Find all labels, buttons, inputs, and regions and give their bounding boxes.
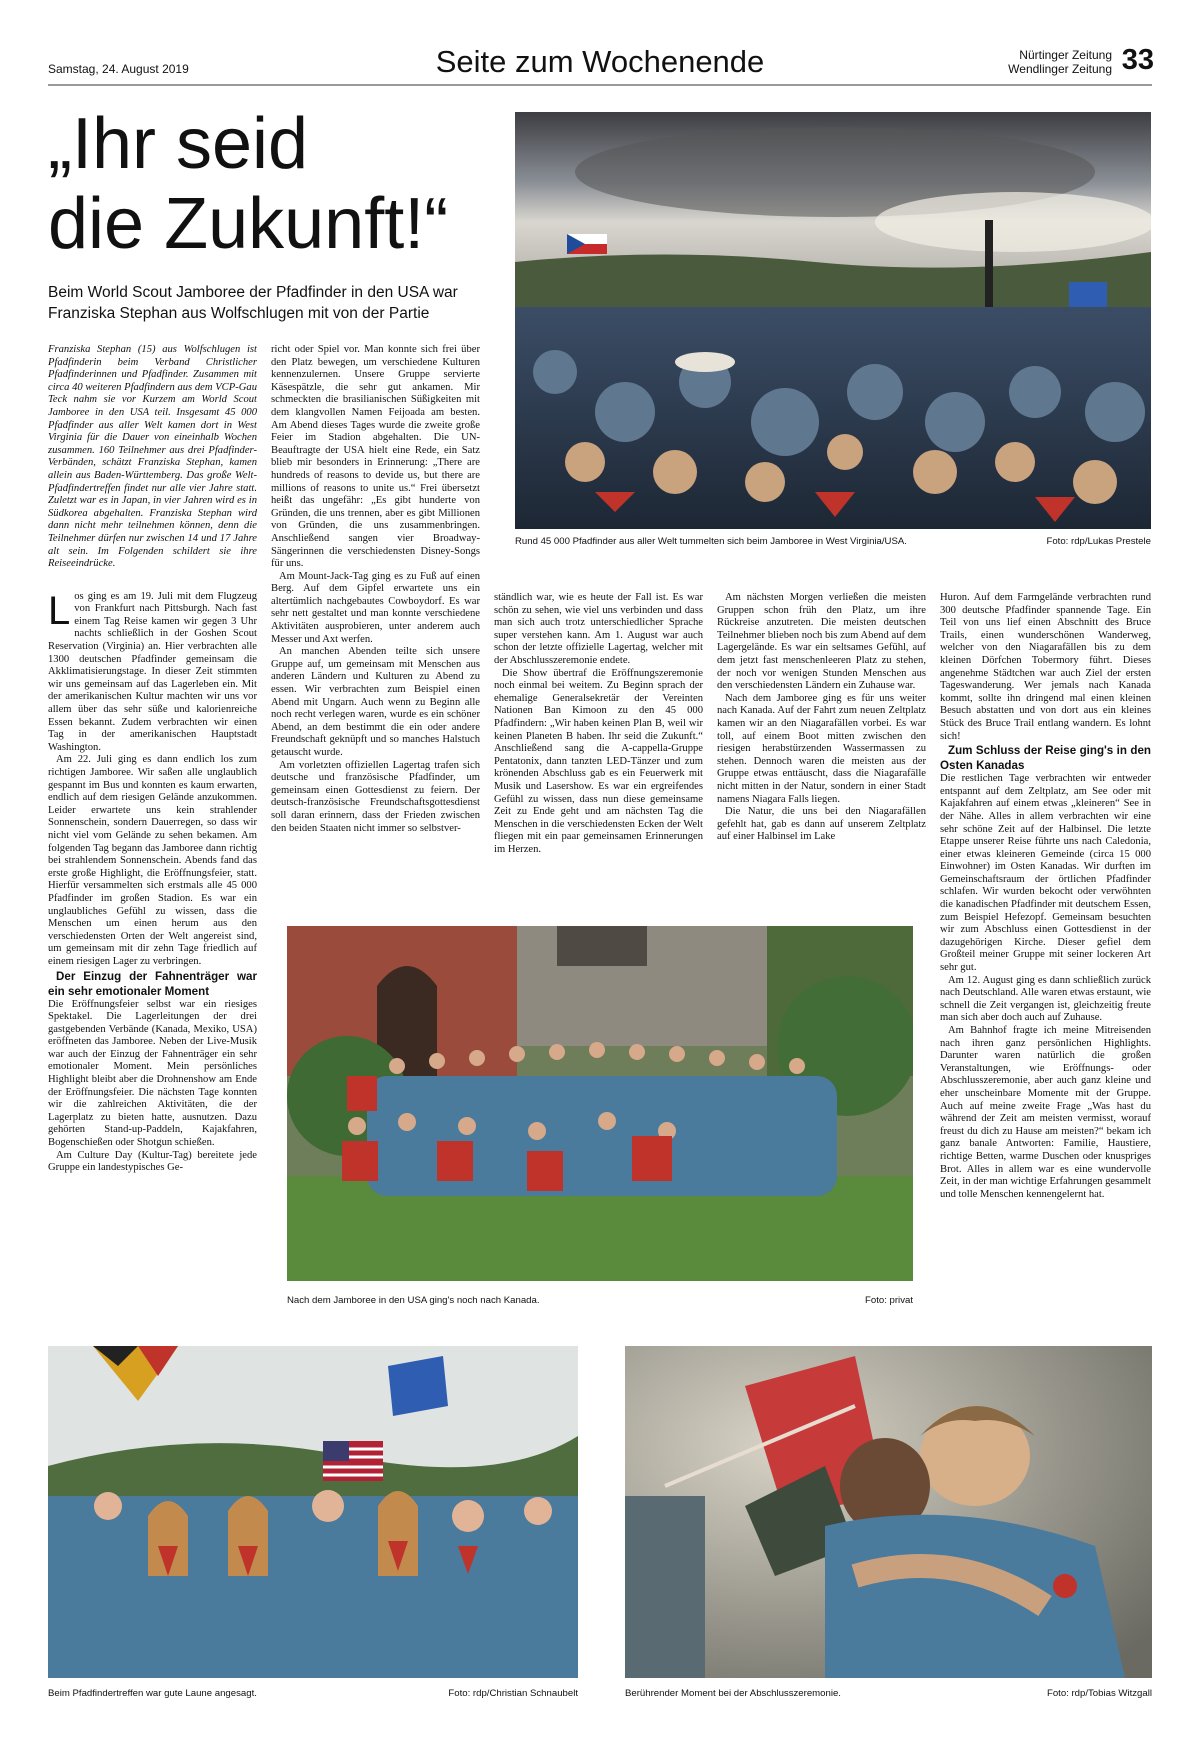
article-paragraph: richt oder Spiel vor. Man konnte sich frei über den Platz bewegen, um verschiedene Kulturen kennenzulernen. Unsere Gruppe servierte Käsespätzle, die sehr gut ankamen. Mir schmeckten die brasilianischen Süßigkeiten mit dem klangvollen Namen Feijoada am besten. Am Abend dieses Tages wurde die zweite große Feier im Stadion abgehalten. Die UN-Beauftragte der USA hielt eine Rede, ein Satz blieb mir besonders in Erinnerung: „There are hundreds of reasons to devide us, but there are millions of reasons to unite us.“ Frei übersetzt heißt das ungefähr: „Es gibt hunderte von Gründen, die uns trennen, aber es gibt Millionen von Gründen, die uns zusammenbringen. Anschließend sangen vier Broadway-Sängerinnen die verschiedensten Disney-Songs für uns. [271,344,480,570]
article-paragraph: Am Bahnhof fragte ich meine Mitreisenden nach ihren ganz persönlichen Highlights. Darunter waren natürlich die großen Veranstaltungen, wie Eröffnungs- oder Abschlusszeremonie, aber auch ganz kleine und eher unscheinbare Momente mit der Gruppe. Auch auf meine zweite Frage „Was hast du während der Zeit am meisten vermisst, worauf freust du dich zu Hause am meisten?“ bekam ich ganz banale Antworten: Familie, Haustiere, richtige Betten, warme Duschen oder knuspriges Brot. Alles in allem war es eine wundervolle Zeit, in der man wichtige Erfahrungen gesammelt und tolle Menschen kennengelernt hat. [940,1025,1151,1200]
article-paragraph: Die Eröffnungsfeier selbst war ein riesiges Spektakel. Die Lagerleitungen der drei gastgebenden Verbände (Kanada, Mexiko, USA) eröffneten das Jamboree. Neben der Live-Musik war auch der Einzug der Fahnenträger ein sehr emotionaler Moment. Mein persönliches Highlight bleibt aber die Drohnenshow am Ende der Eröffnungsfeier. Die nächsten Tage konnten wir die zahlreichen Aktivitäten, die der Lagerplatz zu bieten hatte, ausnutzen. Dazu gehörten Stand-up-Paddeln, Kajakfahren, Bogenschießen oder Shotgun schießen. [48,998,257,1149]
article-column-2 [271,344,480,889]
drop-cap: L [48,588,71,633]
article-column-3 [494,592,703,889]
article-paragraph: Am Culture Day (Kultur-Tag) bereitete jede Gruppe ein landestypisches Ge- [48,1149,257,1174]
page-number: 33 [1121,44,1154,76]
photo4-caption: Berührender Moment bei der Abschlusszeremonie. [625,1688,841,1699]
headline-line-1: „Ihr seid [48,104,309,184]
intro-text: Franziska Stephan (15) aus Wolfschlugen ist Pfadfinderin beim Verband Christlicher Pfadfinderinnen und Pfadfinder. Zusammen mit circa 40 weiteren Pfadfindern aus dem VCP-Gau Teck nahm sie vor Kurzem am World Scout Jamboree in den USA teil. Insgesamt 45 000 Pfadfinder aus aller Welt kamen dort in West Virginia für die Dauer von eineinhalb Wochen zusammen. 160 Teilnehmer aus drei Pfadfinder-Verbänden, schätzt Franziska Stephan, kamen allein aus Baden-Württemberg. Das große Welt-Pfadfindertreffen findet nur alle vier Jahre statt. Zuletzt war es in Japan, in vier Jahren wird es in Südkorea abgehalten. Franziska Stephan wird dann nicht mehr teilnehmen können, denn die Teilnehmer dürfen nur zwischen 14 und 17 Jahre alt sein. Im Folgenden schildert sie ihre Reiseeindrücke. [48,344,257,570]
article-paragraph: Am nächsten Morgen verließen die meisten Gruppen schon früh den Platz, um ihre Rückreise anzutreten. Die meisten deutschen Teilnehmer blieben noch bis zum Abend auf dem Lagergelände. Es war ein seltsames Gefühl, auf dem jetzt fast menschenleeren Platz zu stehen, der noch vor wenigen Stunden Menschen aus den verschiedensten Ländern ein Zuhause war. [717,592,926,692]
photo2-caption: Nach dem Jamboree in den USA ging's noch nach Kanada. [287,1295,540,1306]
photo-jamboree-crowd [515,112,1151,529]
subheadline: Beim World Scout Jamboree der Pfadfinder in den USA war Franziska Stephan aus Wolfschlugen mit von der Partie [48,284,458,322]
headline [48,104,468,264]
photo2-credit: Foto: privat [865,1295,913,1306]
article-paragraph: ständlich war, wie es heute der Fall ist. Es war schön zu sehen, wie viel uns verbinden und dass man sich auch trotz unterschiedlicher Sprache super verstehen kann. Am 1. August war auch schon der letzte offizielle Lagertag, welcher mit der Abschlusszeremonie endete. [494,592,703,666]
article-paragraph: Die restlichen Tage verbrachten wir entweder entspannt auf dem Zeltplatz, am See oder mit Kajakfahren auf einem etwas „kleineren“ See in der Nähe. Alles in allem verbrachten wir eine sehr schöne Zeit auf der Halbinsel. Die letzte Etappe unserer Reise führte uns nach Caledonia, einer etwas kleineren Gemeinde (circa 15 000 Einwohner) im Osten Kanadas. Wir durften im Gemeinschaftsraum der örtlichen Pfadfinder schlafen. Wir wurden bekocht oder verwöhnten die kanadischen Pfadfinder mit deutschem Essen, zum Beispiel Hefezopf. Gemeinsam besuchten wir zum Abschluss einen Gottesdienst in der dazugehörigen Kirche. Dieser gefiel dem Großteil meiner Gruppe mit seiner lockeren Art sehr gut. [940,773,1151,974]
article-paragraph: Los ging es am 19. Juli mit dem Flugzeug von Frankfurt nach Pittsburgh. Nach fast einem Tag Reise kamen wir gegen 3 Uhr nachts schließlich in der Goshen Scout Reservation (Virginia) an. Hier verbrachten alle 1300 deutschen Pfadfinder gemeinsam die Akklimatisierungstage. In dieser Zeit stimmten wir uns gemeinsam auf das Lagerleben ein. Mit der amerikanischen Kultur machten wir uns vor allem über das sehr süße und kalorienreiche Essen bekannt. Zudem verbrachten wir einen Tag in der amerikanischen Hauptstadt Washington. [48,588,257,753]
article-paragraph: Die Natur, die uns bei den Niagarafällen gefehlt hat, gab es dann auf unserem Zeltplatz auf einer Halbinsel im Lake [717,806,926,843]
article-paragraph: Am 12. August ging es dann schließlich zurück nach Deutschland. Alle waren etwas erstaunt, wie schnell die Zeit vergangen ist, gleichzeitig freute man sich aber doch auch auf Zuhause. [940,974,1151,1024]
article-paragraph: Huron. Auf dem Farmgelände verbrachten rund 300 deutsche Pfadfinder spannende Tage. Ein Teil von uns lief einen Abschnitt des Bruce Trails, einen wunderschönen Wanderweg, welcher von den Niagarafällen bis zu dem kleinen Dörfchen Tobermory führt. Dieses angenehme Städtchen war auch Ziel der ersten Tageswanderung. Wer jemals nach Kanada kommt, sollte ihn dringend mal einen kleinen Besuch abstatten und von dort aus ein kleines Stück des Bruce Trail entlang wandern. Es lohnt sich! [940,592,1151,742]
section-title: Seite zum Wochenende [435,44,765,79]
article-paragraph: Die Show übertraf die Eröffnungszeremonie noch einmal bei weitem. Zu Beginn sprach der ehemalige Generalsekretär der Vereinten Nationen Ban Kimoon zu den 45 000 Pfadfindern: „Wir haben keinen Plan B, weil wir keinen Planeten B haben. Ihr seid die Zukunft.“ Anschließend sang die A-cappella-Gruppe Pentatonix, dann tanzten LED-Tänzer und zum krönenden Abschluss gab es ein Feuerwerk mit Musik und Lasershow. Es war ein ergreifendes Gefühl zu wissen, dass nun diese gemeinsame Zeit zu Ende geht und am nächsten Tag die Menschen in die verschiedensten Ecken der Welt fliegen mit ein paar gemeinsamen Erinnerungen im Herzen. [494,667,703,855]
issue-date: Samstag, 24. August 2019 [48,62,189,76]
crosshead-2: Zum Schluss der Reise ging's in den Osten Kanadas [940,744,1151,773]
article-paragraph: An manchen Abenden teilte sich unsere Gruppe auf, um gemeinsam mit Menschen aus anderen Ländern und Kulturen zu Abend zu essen. Wir verbrachten zum Beispiel einen Abend mit Ungarn. Auch wenn zu Beginn alle noch recht verlegen waren, wurde es ein schöner Abend, an dem bestimmt die ein oder andere Freundschaft geknüpft und so manches Halstuch getauscht wurde. [271,646,480,758]
article-paragraph: Nach dem Jamboree ging es für uns weiter nach Kanada. Auf der Fahrt zum neuen Zeltplatz kamen wir an den Niagarafällen vorbei. Es war toll, auf einem Boot mitten zwischen den riesigen herabstürzenden Wassermassen zu stehen. Dennoch waren die meisten aus der Gruppe etwas enttäuscht, dass die Niagarafälle nicht mitten in der Natur, sondern in einer Stadt namens Niagara Falls liegen. [717,692,926,805]
photo-flag-bearers [48,1346,578,1678]
headline-line-2: die Zukunft!“ [48,184,449,264]
newspaper-name-2: Wendlinger Zeitung [1008,62,1112,76]
photo1-caption: Rund 45 000 Pfadfinder aus aller Welt tummelten sich beim Jamboree in West Virginia/USA. [515,536,907,547]
article-column-4 [717,592,926,889]
article-column-1 [48,344,257,1294]
article-paragraph: Am Mount-Jack-Tag ging es zu Fuß auf einen Berg. Auf dem Gipfel erwartete uns ein altertümlich nachgebautes Cowboydorf. Es war sehr nett gestaltet und man konnte verschiedene Aktivitäten ausprobieren, unter anderem auch Messer und Axt werfen. [271,570,480,645]
photo-embrace [625,1346,1152,1678]
header-rule [48,84,1152,86]
article-column-5 [940,592,1151,1312]
photo1-credit: Foto: rdp/Lukas Prestele [1046,536,1151,547]
photo-group-canada [287,926,913,1281]
newspaper-names [1008,48,1112,76]
photo3-credit: Foto: rdp/Christian Schnaubelt [448,1688,578,1699]
photo4-credit: Foto: rdp/Tobias Witzgall [1046,1688,1152,1699]
photo3-caption: Beim Pfadfindertreffen war gute Laune angesagt. [48,1688,257,1699]
newspaper-name-1: Nürtinger Zeitung [1019,48,1112,62]
article-paragraph: Am 22. Juli ging es dann endlich los zum richtigen Jamboree. Wir saßen alle unglaublich gespannt im Bus und konnten es kaum erwarten, endlich auf dem riesigen Gelände anzukommen. Leider erwartete uns kein strahlender Sonnenschein, sondern Dauerregen, so dass wir nicht viel vom Gelände zu sehen bekamen. Am folgenden Tag begann das Jamboree dann richtig bei strahlendem Sonnenschein. Abends fand das erste große Highlight, die Eröffnungsfeier, statt. Hierfür versammelten sich erstmals alle 45 000 Pfadfinder im großen Stadion. Es war ein unglaubliches Gefühl zu wissen, dass die Menschen um einen herum aus den verschiedensten Orten der Welt angereist sind, um gemeinsam mit dir zehn Tage friedlich auf einem riesigen Lager zu verbringen. [48,754,257,967]
crosshead-1: Der Einzug der Fahnenträger war ein sehr emotionaler Moment [48,969,257,998]
article-paragraph: Am vorletzten offiziellen Lagertag trafen sich deutsche und französische Pfadfinder, um gemeinsam einen Gottesdienst zu feiern. Der deutsch-französische Freundschaftsgottesdienst soll daran erinnern, dass der Frieden zwischen den beiden Staaten nicht immer so selbstver- [271,759,480,834]
